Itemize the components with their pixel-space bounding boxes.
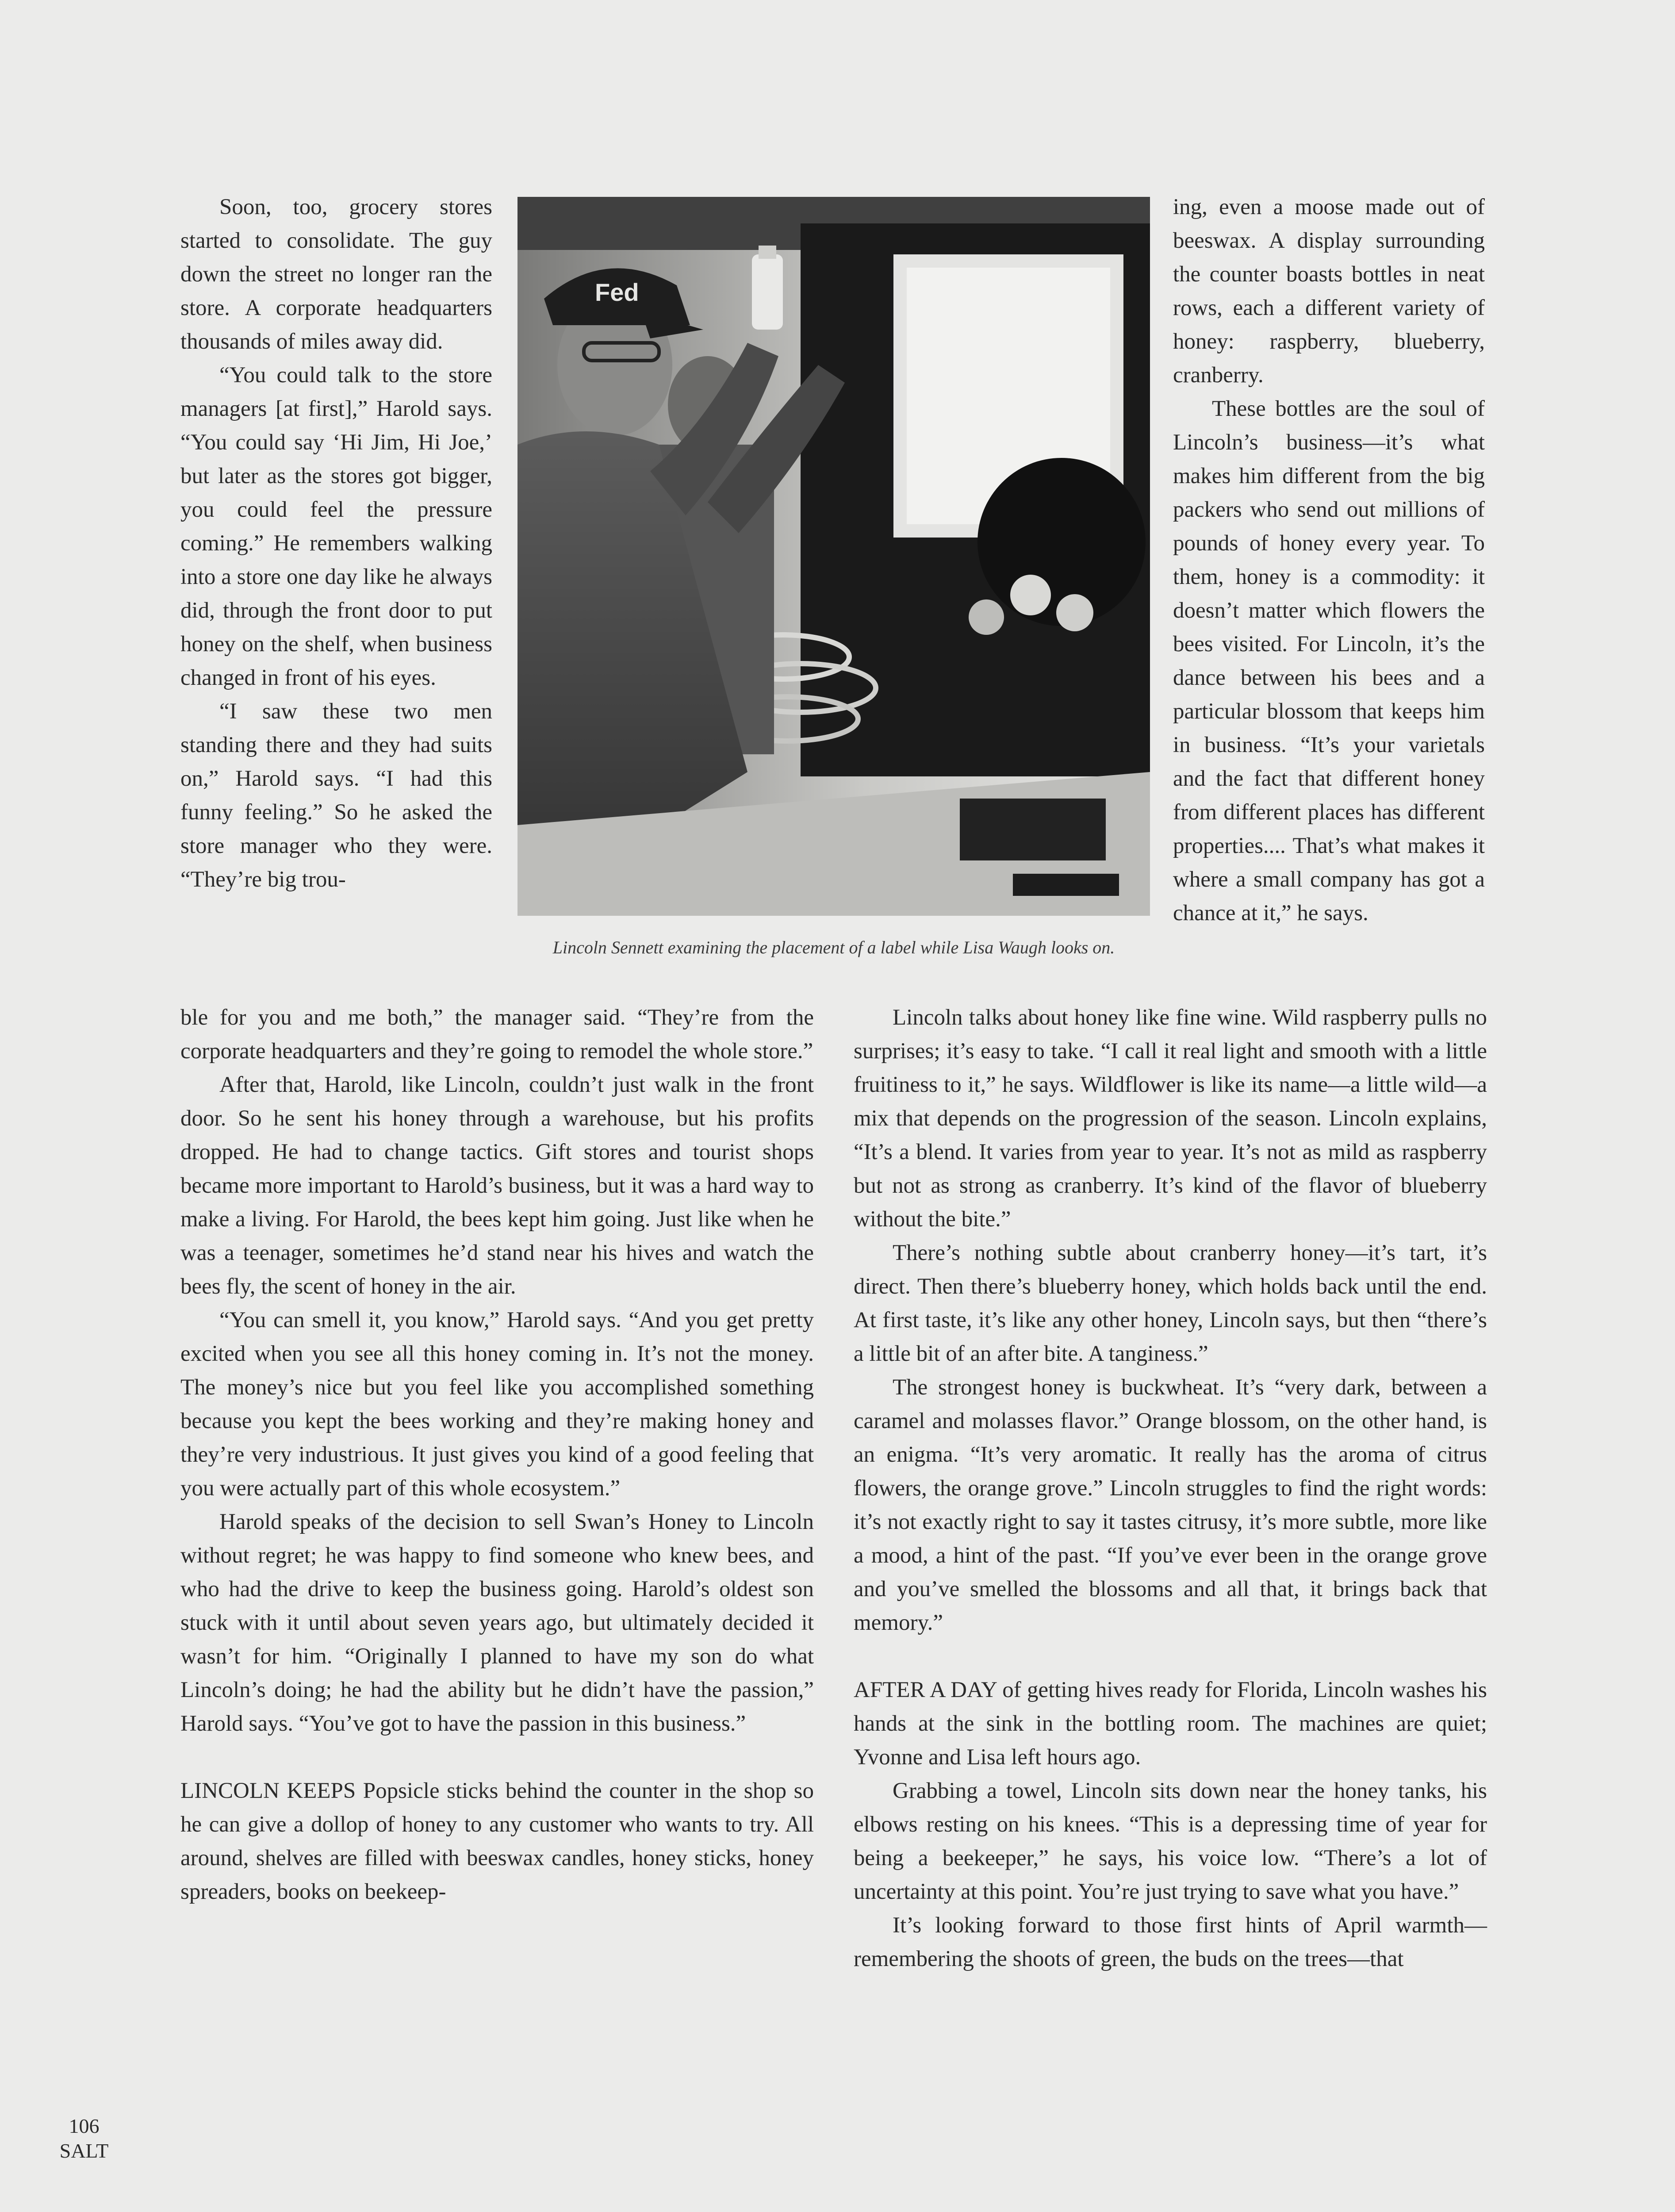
paragraph: Lincoln talks about honey like fine wine. Wild raspberry pulls no surprises; it’s easy to take. “I call it real light and smooth with a little fruitiness to it,” he says. Wildflower is like its name—a little wild—a mix that depends on the progression of the season. Lincoln explains, “It’s a blend. It varies from year to year. It’s not as mild as raspberry but not as strong as cranberry. It’s kind of the flavor of blueberry without the bite.” <box>854 1005 1487 1232</box>
section-opener: AFTER A DAY of getting hives ready for Florida, Lincoln washes his hands at the sink in the bottling room. The machines are quiet; Yvonne and Lisa left hours ago. <box>854 1678 1487 1770</box>
paragraph: These bottles are the soul of Lincoln’s business—it’s what makes him different from the big packers who send out millions of pounds of honey every year. To them, honey is a commodity: it doesn’t matter which flowers the bees visited. For Lincoln, it’s the dance between his bees and a particular blossom that keeps him in business. “It’s your varietals and the fact that different honey from different places has different properties.... That’s what makes it where a small company has got a chance at it,” he says. <box>1173 396 1485 926</box>
paragraph: After that, Harold, like Lincoln, couldn’t just walk in the front door. So he sent his honey through a warehouse, but his profits dropped. He had to change tactics. Gift stores and tourist shops became more important to Harold’s business, but it was a hard way to make a living. For Harold, the bees kept him going. Just like when he was a teenager, sometimes he’d stand near his hives and watch the bees fly, the scent of honey in the air. <box>180 1072 814 1299</box>
left-top-column <box>180 190 492 896</box>
page-number: 106 <box>69 2115 100 2137</box>
paragraph: ing, even a moose made out of beeswax. A display surrounding the counter boasts bottles in neat rows, each a different variety of honey: raspberry, blueberry, cranberry. <box>1173 195 1485 388</box>
paragraph: Soon, too, grocery stores started to consolidate. The guy down the street no longer ran the store. A corporate headquarters thousands of miles away did. <box>180 195 492 354</box>
left-bottom-column <box>180 1001 814 1909</box>
right-top-column <box>1173 190 1485 930</box>
article-photo <box>517 197 1150 916</box>
paragraph: “I saw these two men standing there and they had suits on,” Harold says. “I had this funny feeling.” So he asked the store manager who they were. “They’re big trou- <box>180 699 492 892</box>
paragraph: ble for you and me both,” the manager said. “They’re from the corporate headquarters and they’re going to remodel the whole store.” <box>180 1005 814 1064</box>
paragraph: It’s looking forward to those first hints of April warmth—remembering the shoots of green, the buds on the trees—that <box>854 1913 1487 1971</box>
paragraph: “You could talk to the store managers [at first],” Harold says. “You could say ‘Hi Jim, Hi Joe,’ but later as the stores got bigger, you could feel the pressure coming.” He remembers walking into a store one day like he always did, through the front door to put honey on the shelf, when business changed in front of his eyes. <box>180 363 492 690</box>
paragraph: “You can smell it, you know,” Harold says. “And you get pretty excited when you see all this honey coming in. It’s not the money. The money’s nice but you feel like you accomplished something because you kept the bees working and they’re making honey and they’re very industrious. It just gives you kind of a good feeling that you were actually part of this whole ecosystem.” <box>180 1308 814 1501</box>
photo-caption: Lincoln Sennett examining the placement of a label while Lisa Waugh looks on. <box>552 937 1115 957</box>
section-opener: LINCOLN KEEPS Popsicle sticks behind the counter in the shop so he can give a dollop of honey to any customer who wants to try. All around, shelves are filled with beeswax candles, honey sticks, honey spreaders, books on beekeep- <box>180 1778 814 1904</box>
paragraph: There’s nothing subtle about cranberry honey—it’s tart, it’s direct. Then there’s blueberry honey, which holds back until the end. At first taste, it’s like any other honey, Lincoln says, but then “there’s a little bit of an after bite. A tanginess.” <box>854 1240 1487 1366</box>
folio <box>57 2114 111 2163</box>
magazine-name: SALT <box>59 2139 109 2162</box>
cap-logo-text: Fed <box>595 278 639 306</box>
photo-image <box>517 197 1150 916</box>
right-bottom-column <box>854 1001 1487 1976</box>
paragraph: The strongest honey is buckwheat. It’s “very dark, between a caramel and molasses flavor.” Orange blossom, on the other hand, is an enigma. “It’s very aromatic. It really has the aroma of citrus flowers, the orange grove.” Lincoln struggles to find the right words: it’s not exactly right to say it tastes citrusy, it’s more subtle, more like a mood, a hint of the past. “If you’ve ever been in the orange grove and you’ve smelled the blossoms and all that, it brings back that memory.” <box>854 1375 1487 1635</box>
paragraph: Grabbing a towel, Lincoln sits down near the honey tanks, his elbows resting on his knees. “This is a depressing time of year for being a beekeeper,” he says, his voice low. “There’s a lot of uncertainty at this point. You’re just trying to save what you have.” <box>854 1778 1487 1904</box>
paragraph: Harold speaks of the decision to sell Swan’s Honey to Lincoln without regret; he was happy to find someone who knew bees, and who had the drive to keep the business going. Harold’s oldest son stuck with it until about seven years ago, but ultimately decided it wasn’t for him. “Originally I planned to have my son do what Lincoln’s doing; he had the ability but he didn’t have the passion,” Harold says. “You’ve got to have the passion in this business.” <box>180 1509 814 1736</box>
